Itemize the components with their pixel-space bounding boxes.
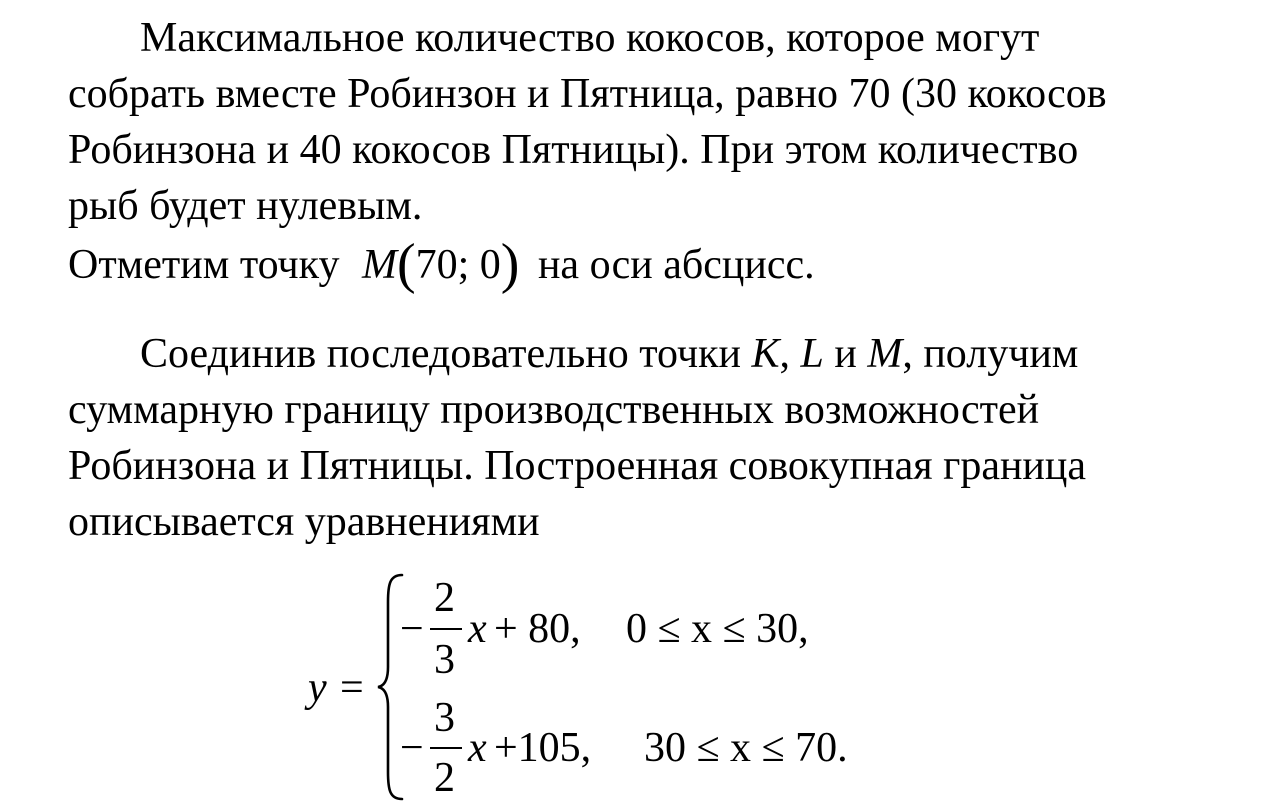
point-m-label-2: M xyxy=(867,331,903,377)
point-m-coords: 70; 0 xyxy=(415,242,501,288)
left-paren: ( xyxy=(396,233,416,295)
point-k-label: K xyxy=(751,331,780,377)
paragraph-2-line-2: суммарную границу производственных возможностей xyxy=(68,387,1040,433)
case-1-denominator: 3 xyxy=(434,637,455,683)
paragraph-1-line-4: рыб будет нулевым. xyxy=(68,183,423,229)
case-2-sign: − xyxy=(400,725,424,771)
comma: , xyxy=(779,331,790,377)
on-abscissa-text: на оси абсцисс. xyxy=(537,242,815,288)
mark-point-text: Отметим точку xyxy=(68,242,340,288)
paragraph-1-line-3: Робинзона и 40 кокосов Пятницы). При этом количество xyxy=(68,127,1079,173)
case-1-fraction-bar xyxy=(430,628,462,630)
case-2-constant: +105, xyxy=(494,725,592,771)
paragraph-2-line-4: описывается уравнениями xyxy=(68,499,540,545)
connect-points-text: Соединив последовательно точки xyxy=(140,331,741,377)
formula-equals: = xyxy=(340,665,364,711)
formula-lhs: y xyxy=(308,665,327,711)
right-paren: ) xyxy=(500,233,520,295)
point-l-label: L xyxy=(800,331,824,377)
get-text: , получим xyxy=(902,331,1079,377)
case-2-variable: x xyxy=(468,725,487,771)
paragraph-1-line-1: Максимальное количество кокосов, которое могут xyxy=(140,15,1040,61)
point-m-label: M xyxy=(361,242,397,288)
conjunction: и xyxy=(834,331,857,377)
case-1-variable: x xyxy=(468,606,487,652)
paragraph-1-line-2: собрать вместе Робинзон и Пятница, равно 70 (30 кокосов xyxy=(68,71,1107,117)
paragraph-2-line-3: Робинзона и Пятницы. Построенная совокупная граница xyxy=(68,443,1087,489)
case-2-fraction-bar xyxy=(430,747,462,749)
case-2-numerator: 3 xyxy=(434,695,455,741)
case-2-denominator: 2 xyxy=(434,755,455,801)
case-1-numerator: 2 xyxy=(434,575,455,621)
case-1-sign: − xyxy=(400,606,424,652)
case-2-condition: 30 ≤ x ≤ 70. xyxy=(644,725,848,771)
case-1-condition: 0 ≤ x ≤ 30, xyxy=(626,606,809,652)
case-1-constant: + 80, xyxy=(494,606,581,652)
